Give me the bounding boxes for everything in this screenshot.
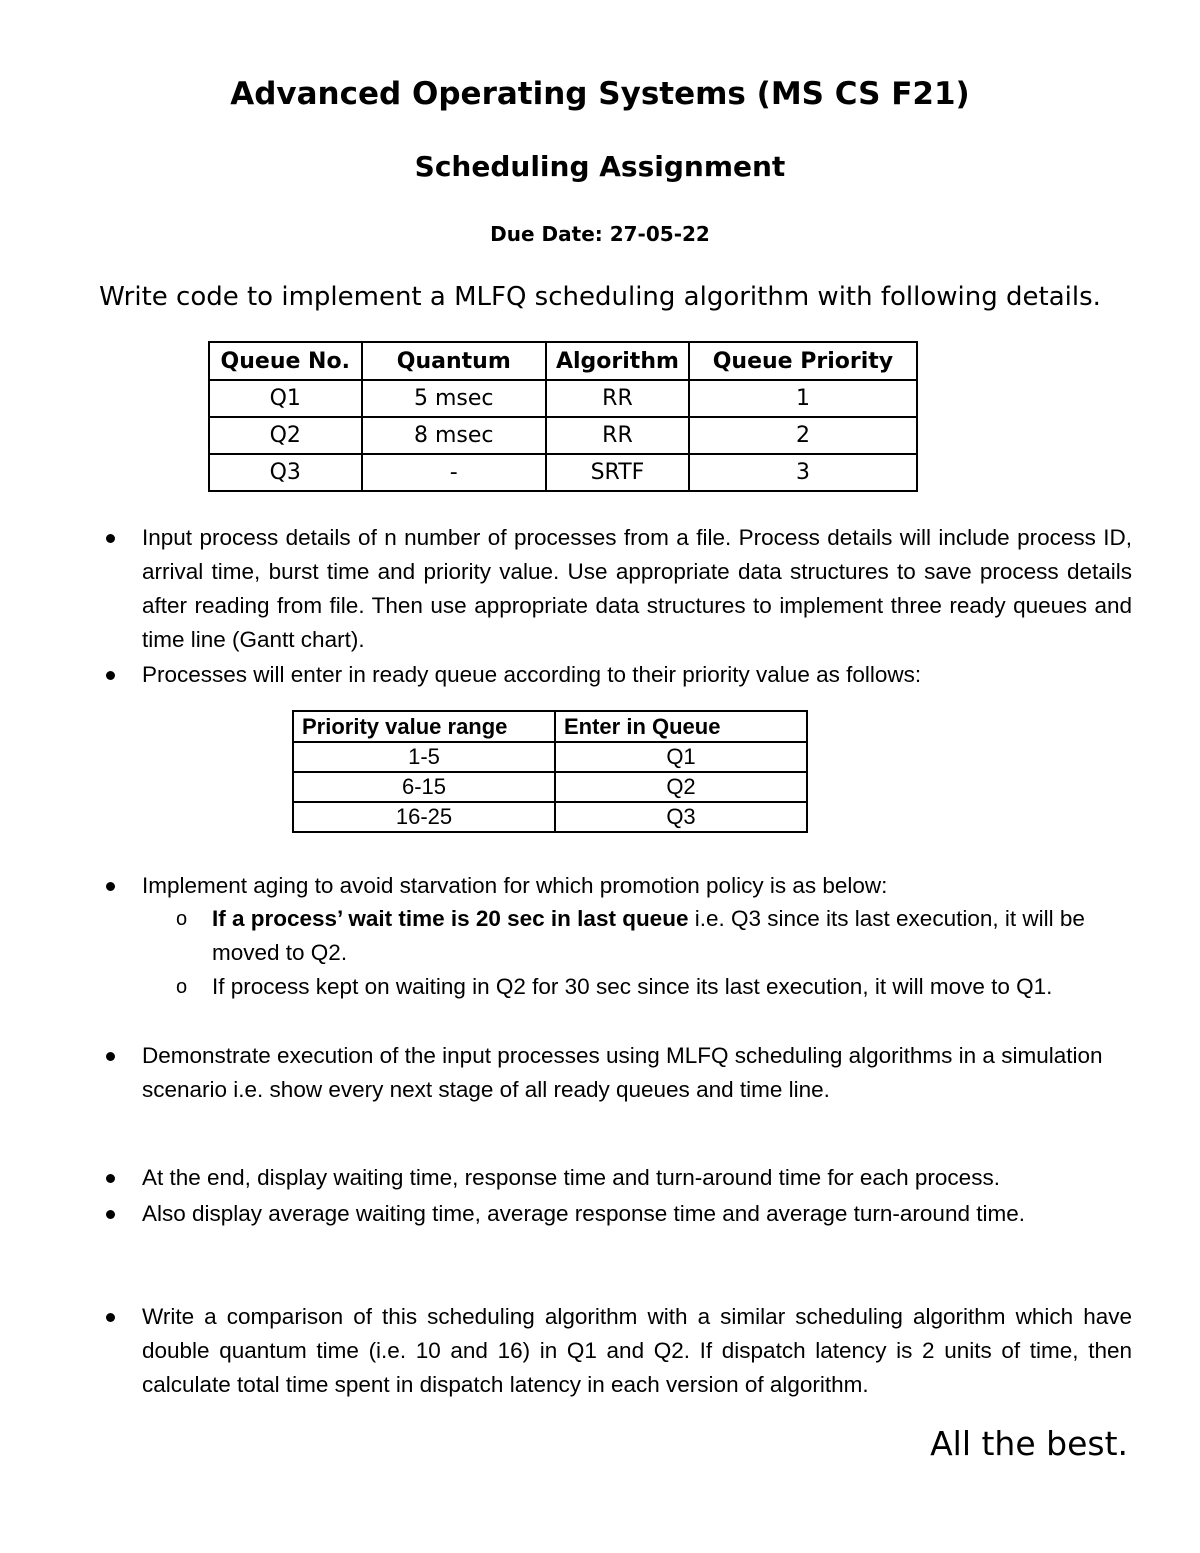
bullet-item-display-averages: Also display average waiting time, average response time and average turn-around time. [142,1201,1025,1226]
sub-bullet-bold-text: If a process’ wait time is 20 sec in last queue [212,906,695,931]
sub-bullet-icon: o [176,908,188,930]
sub-bullet-item-q3-promotion [212,902,1122,970]
table-cell: Q1 [209,380,362,417]
table-cell: 3 [689,454,917,491]
column-header: Algorithm [546,342,689,380]
table-cell: Q1 [555,742,807,772]
bullet-item-display-times: At the end, display waiting time, response time and turn-around time for each process. [142,1165,1000,1190]
table-cell: 2 [689,417,917,454]
table-cell: 8 msec [362,417,547,454]
table-cell: Q3 [555,802,807,832]
bullet-icon [106,882,115,891]
document-subtitle: Scheduling Assignment [414,150,786,183]
bullet-item-demonstrate: Demonstrate execution of the input processes using MLFQ scheduling algorithms in a simulation scenario i.e. show every next stage of all ready queues and time line. [142,1043,1103,1102]
table-cell: 1 [689,380,917,417]
bullet-item-comparison: Write a comparison of this scheduling algorithm with a similar scheduling algorithm which have double quantum time (i.e. 10 and 16) in Q1 and Q2. If dispatch latency is 2 units of time, then calculate total time spent in dispatch latency in each version of algorithm. [142,1304,1132,1397]
sub-bullet-text: i.e. Q3 since its last execution, it will be moved to Q2. [212,906,1085,965]
table-header-row [293,711,807,742]
table-row [209,417,917,454]
document-title: Advanced Operating Systems (MS CS F21) [230,76,970,112]
bullet-item-aging: Implement aging to avoid starvation for which promotion policy is as below: [142,873,888,898]
column-header: Queue No. [209,342,362,380]
intro-text: Write code to implement a MLFQ scheduling algorithm with following details. [99,282,1101,312]
column-header: Enter in Queue [555,711,807,742]
queue-table [208,341,918,492]
due-date: Due Date: 27-05-22 [490,222,710,246]
bullet-icon [106,1210,115,1219]
table-cell: 6-15 [293,772,555,802]
table-row [209,380,917,417]
table-cell: SRTF [546,454,689,491]
table-row [209,454,917,491]
bullet-item-enter-queue: Processes will enter in ready queue according to their priority value as follows: [142,662,922,687]
bullet-icon [106,1313,115,1322]
table-cell: Q2 [209,417,362,454]
table-cell: Q3 [209,454,362,491]
column-header: Quantum [362,342,547,380]
bullet-item-input-details: Input process details of n number of processes from a file. Process details will include process ID, arrival time, burst time and priority value. Use appropriate data structures to save process details after reading from file. Then use appropriate data structures to implement three ready queues and time line (Gantt chart). [142,525,1132,652]
bullet-icon [106,534,115,543]
table-cell: 5 msec [362,380,547,417]
table-cell: - [362,454,547,491]
table-cell: RR [546,417,689,454]
closing-text: All the best. [930,1424,1128,1463]
bullet-icon [106,1052,115,1061]
table-cell: RR [546,380,689,417]
table-cell: 1-5 [293,742,555,772]
priority-table [292,710,808,833]
sub-bullet-icon: o [176,976,188,998]
table-row [293,742,807,772]
table-row [293,802,807,832]
table-cell: 16-25 [293,802,555,832]
bullet-icon [106,671,115,680]
table-cell: Q2 [555,772,807,802]
column-header: Queue Priority [689,342,917,380]
column-header: Priority value range [293,711,555,742]
table-header-row [209,342,917,380]
table-row [293,772,807,802]
bullet-icon [106,1174,115,1183]
sub-bullet-item-q2-promotion: If process kept on waiting in Q2 for 30 sec since its last execution, it will move to Q1. [212,974,1053,999]
